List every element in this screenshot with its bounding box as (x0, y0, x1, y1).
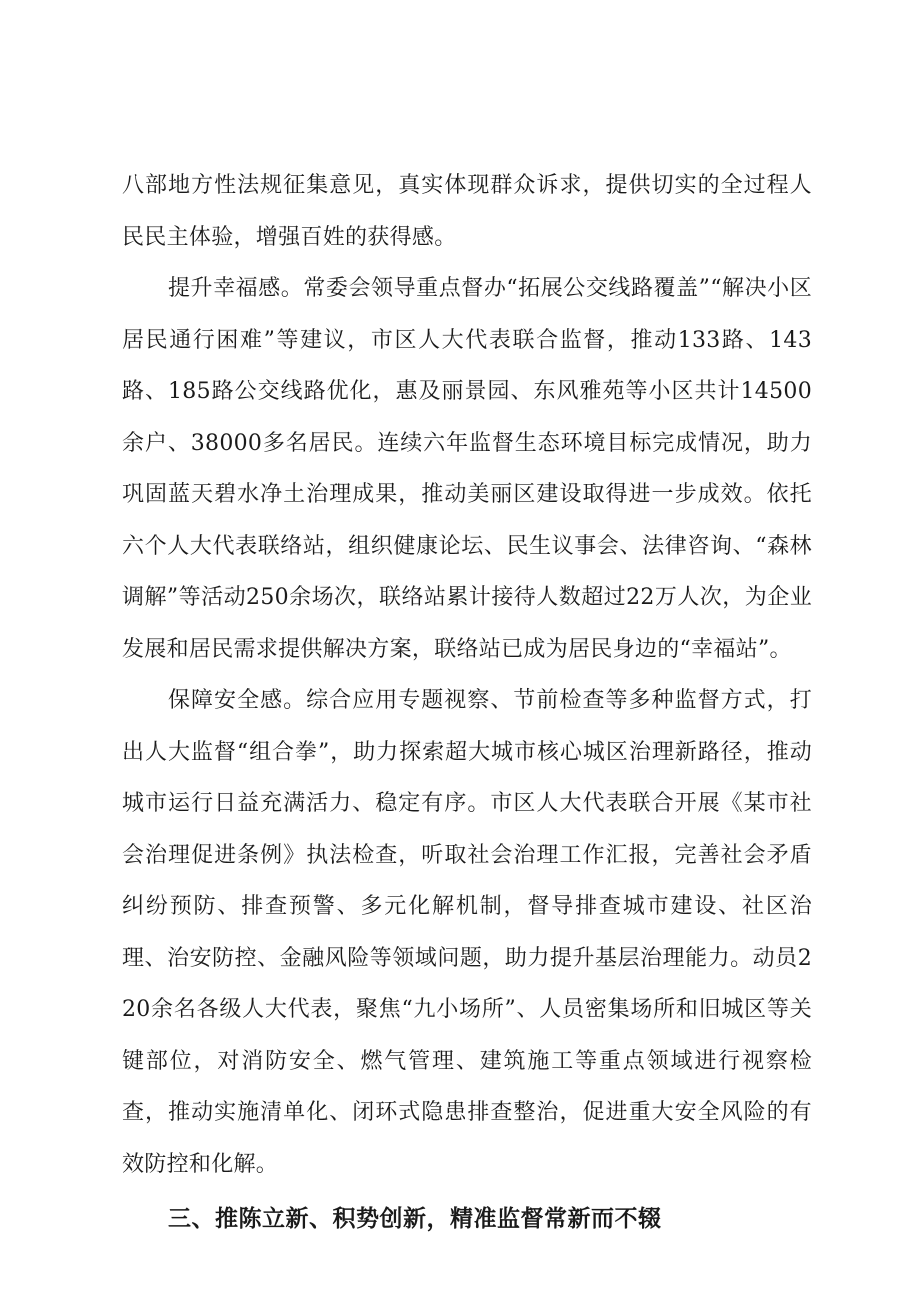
section-heading: 三、推陈立新、积势创新，精准监督常新而不辍 (168, 1206, 662, 1232)
paragraph-happiness: 提升幸福感。常委会领导重点督办“拓展公交线路覆盖”“解决小区居民通行困难”等建议，市区人大代表联合监督，推动133路、143路、185路公交线路优化，惠及丽景园、东风雅苑等小区共计14500余户、38000多名居民。连续六年监督生态环境目标完成情况，助力巩固蓝天碧水净土治理成果，推动美丽区建设取得进一步成效。依托六个人大代表联络站，组织健康论坛、民生议事会、法律咨询、“森林调解”等活动250余场次，联络站累计接待人数超过22万人次，为企业发展和居民需求提供解决方案，联络站已成为居民身边的“幸福站”。 (122, 276, 812, 662)
document-body (122, 160, 812, 1246)
paragraph-security: 保障安全感。综合应用专题视察、节前检查等多种监督方式，打出人大监督“组合拳”，助力探索超大城市核心城区治理新路径，推动城市运行日益充满活力、稳定有序。市区人大代表联合开展《某市社会治理促进条例》执法检查，听取社会治理工作汇报，完善社会矛盾纠纷预防、排查预警、多元化解机制，督导排查城市建设、社区治理、治安防控、金融风险等领域问题，助力提升基层治理能力。动员220余名各级人大代表，聚焦“九小场所”、人员密集场所和旧城区等关键部位，对消防安全、燃气管理、建筑施工等重点领域进行视察检查，推动实施清单化、闭环式隐患排查整治，促进重大安全风险的有效防控和化解。 (122, 688, 812, 1177)
paragraph-continuation: 八部地方性法规征集意见，真实体现群众诉求，提供切实的全过程人民民主体验，增强百姓的获得感。 (122, 173, 812, 250)
